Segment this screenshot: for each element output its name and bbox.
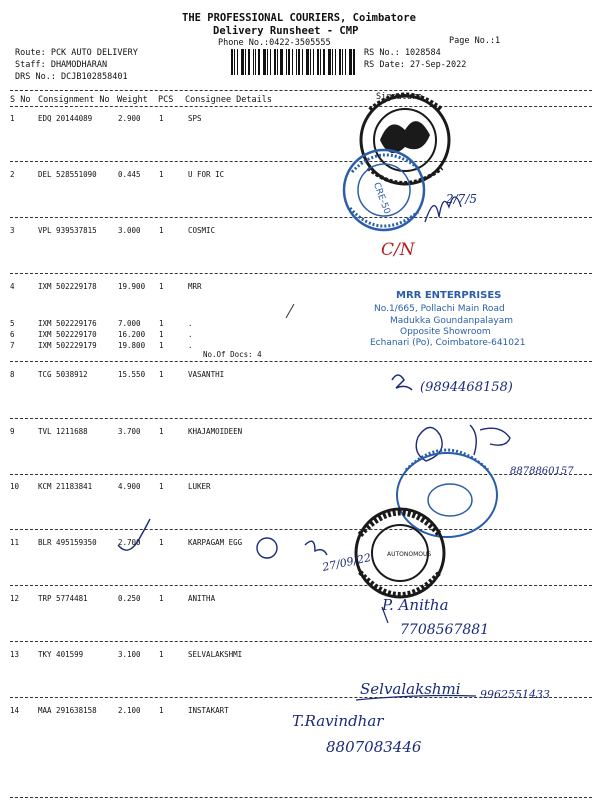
mrr-stamp-line1: No.1/665, Pollachi Main Road (374, 304, 505, 314)
row-weight: 19.900 (118, 282, 146, 291)
college-blue-seal (397, 450, 497, 537)
row-weight: 3.700 (118, 427, 141, 436)
row-consignee: ANITHA (188, 594, 216, 603)
row-sno: 13 (10, 650, 20, 659)
row-consignment: KCM 21183841 (38, 482, 93, 491)
drs-number: DRS No.: DCJB102858401 (15, 72, 128, 82)
row-pcs: 1 (159, 341, 164, 350)
row-consignee: LUKER (188, 482, 211, 491)
row-sno: 9 (10, 427, 15, 436)
row-pcs: 1 (159, 427, 164, 436)
row-sno: 12 (10, 594, 20, 603)
handwritten-cn: C/N (381, 240, 415, 260)
mrr-stamp-line4: Echanari (Po), Coimbatore-641021 (370, 338, 526, 348)
row-weight: 2.900 (118, 114, 141, 123)
row-consignment: MAA 291638158 (38, 706, 97, 715)
row-sno: 8 (10, 370, 15, 379)
row-consignee: U FOR IC (188, 170, 225, 179)
row-consignee: KARPAGAM EGG (188, 538, 243, 547)
page-number: Page No.:1 (449, 36, 501, 46)
row-weight: 2.700 (118, 538, 141, 547)
svg-text:AUTONOMOUS: AUTONOMOUS (387, 551, 432, 558)
row-pcs: 1 (159, 114, 164, 123)
col-consignee: Consignee Details (185, 95, 272, 105)
col-weight: Weight (117, 95, 148, 105)
sheet-title: Delivery Runsheet - CMP (213, 25, 359, 37)
row-consignment: TVL 1211688 (38, 427, 88, 436)
row-consignment: TRP 5774481 (38, 594, 88, 603)
no-of-docs: No.Of Docs: 4 (203, 350, 262, 359)
svg-text:CRE-50: CRE-50 (370, 181, 392, 216)
row-pcs: 1 (159, 594, 164, 603)
row-weight: 15.550 (118, 370, 146, 379)
row-pcs: 1 (159, 226, 164, 235)
col-consignment: Consignment No (38, 95, 110, 105)
row-weight: 3.000 (118, 226, 141, 235)
handwritten-name-row12: P. Anitha (382, 596, 449, 614)
row-consignee: INSTAKART (188, 706, 229, 715)
row-sno: 1 (10, 114, 15, 123)
handwritten-phone-row12: 7708567881 (400, 622, 490, 638)
row-pcs: 1 (159, 482, 164, 491)
mrr-stamp-name: MRR ENTERPRISES (396, 290, 502, 301)
row-weight: 16.200 (118, 330, 146, 339)
row-consignee: SPS (188, 114, 202, 123)
row-weight: 2.100 (118, 706, 141, 715)
row-sno: 6 (10, 330, 15, 339)
row-pcs: 1 (159, 319, 164, 328)
mrr-stamp-line2: Madukka Goundanpalayam (390, 316, 514, 326)
row-weight: 4.900 (118, 482, 141, 491)
row-consignee: . (188, 341, 193, 350)
row-consignee: COSMIC (188, 226, 216, 235)
col-pcs: PCS (158, 95, 174, 105)
row-consignment: IXM 502229178 (38, 282, 97, 291)
row-pcs: 1 (159, 170, 164, 179)
row-pcs: 1 (159, 650, 164, 659)
company-name: THE PROFESSIONAL COURIERS, Coimbatore (182, 12, 416, 24)
row-consignment: IXM 502229179 (38, 341, 97, 350)
row-sno: 2 (10, 170, 15, 179)
handwritten-name-row14: T.Ravindhar (292, 712, 384, 730)
row-sno: 3 (10, 226, 15, 235)
row-consignee: . (188, 330, 193, 339)
handwritten-phone-row8: (9894468158) (420, 380, 513, 395)
row-sno: 7 (10, 341, 15, 350)
staff: Staff: DHAMODHARAN (15, 60, 108, 70)
row-pcs: 1 (159, 706, 164, 715)
handwritten-name-row13: Selvalakshmi (360, 680, 461, 698)
row-consignment: BLR 495159350 (38, 538, 97, 547)
rs-date: RS Date: 27-Sep-2022 (364, 60, 467, 70)
row-consignee: MRR (188, 282, 202, 291)
row-consignee: . (188, 319, 193, 328)
row-weight: 0.445 (118, 170, 141, 179)
sps-company-seal (361, 95, 449, 184)
row-sno: 4 (10, 282, 15, 291)
row-pcs: 1 (159, 330, 164, 339)
row-consignee: KHAJAMOIDEEN (188, 427, 243, 436)
phone-number: Phone No.:0422-3505555 (218, 38, 331, 48)
row-pcs: 1 (159, 370, 164, 379)
handwritten-phone-row14: 8807083446 (326, 738, 422, 756)
handwritten-date-row11: 27/09/22 (321, 551, 373, 574)
col-signature: Signature (376, 92, 423, 102)
row-consignment: IXM 502229176 (38, 319, 97, 328)
row-sno: 10 (10, 482, 20, 491)
row-sno: 11 (10, 538, 20, 547)
row-weight: 3.100 (118, 650, 141, 659)
handwritten-phone-row9: 8878860157 (510, 466, 574, 477)
row-sno: 5 (10, 319, 15, 328)
row-consignment: IXM 502229170 (38, 330, 97, 339)
row-consignment: TCG 5038912 (38, 370, 88, 379)
mrr-stamp-line3: Opposite Showroom (400, 327, 491, 337)
row-consignment: DEL 528551090 (38, 170, 97, 179)
col-sno: S No (10, 95, 31, 105)
row-weight: 0.250 (118, 594, 141, 603)
row-consignee: SELVALAKSHMI (188, 650, 243, 659)
handwritten-phone-row13: 9962551433 (480, 688, 550, 701)
row-consignee: VASANTHI (188, 370, 225, 379)
row-weight: 19.800 (118, 341, 146, 350)
row-pcs: 1 (159, 538, 164, 547)
row-consignment: EDQ 20144089 (38, 114, 93, 123)
row-sno: 14 (10, 706, 20, 715)
rs-number: RS No.: 1028584 (364, 48, 441, 58)
route: Route: PCK AUTO DELIVERY (15, 48, 138, 58)
row-weight: 7.000 (118, 319, 141, 328)
row-consignment: VPL 939537815 (38, 226, 97, 235)
row-pcs: 1 (159, 282, 164, 291)
handwritten-date-row2: 2/7/5 (446, 192, 477, 206)
row-consignment: TKY 401599 (38, 650, 84, 659)
